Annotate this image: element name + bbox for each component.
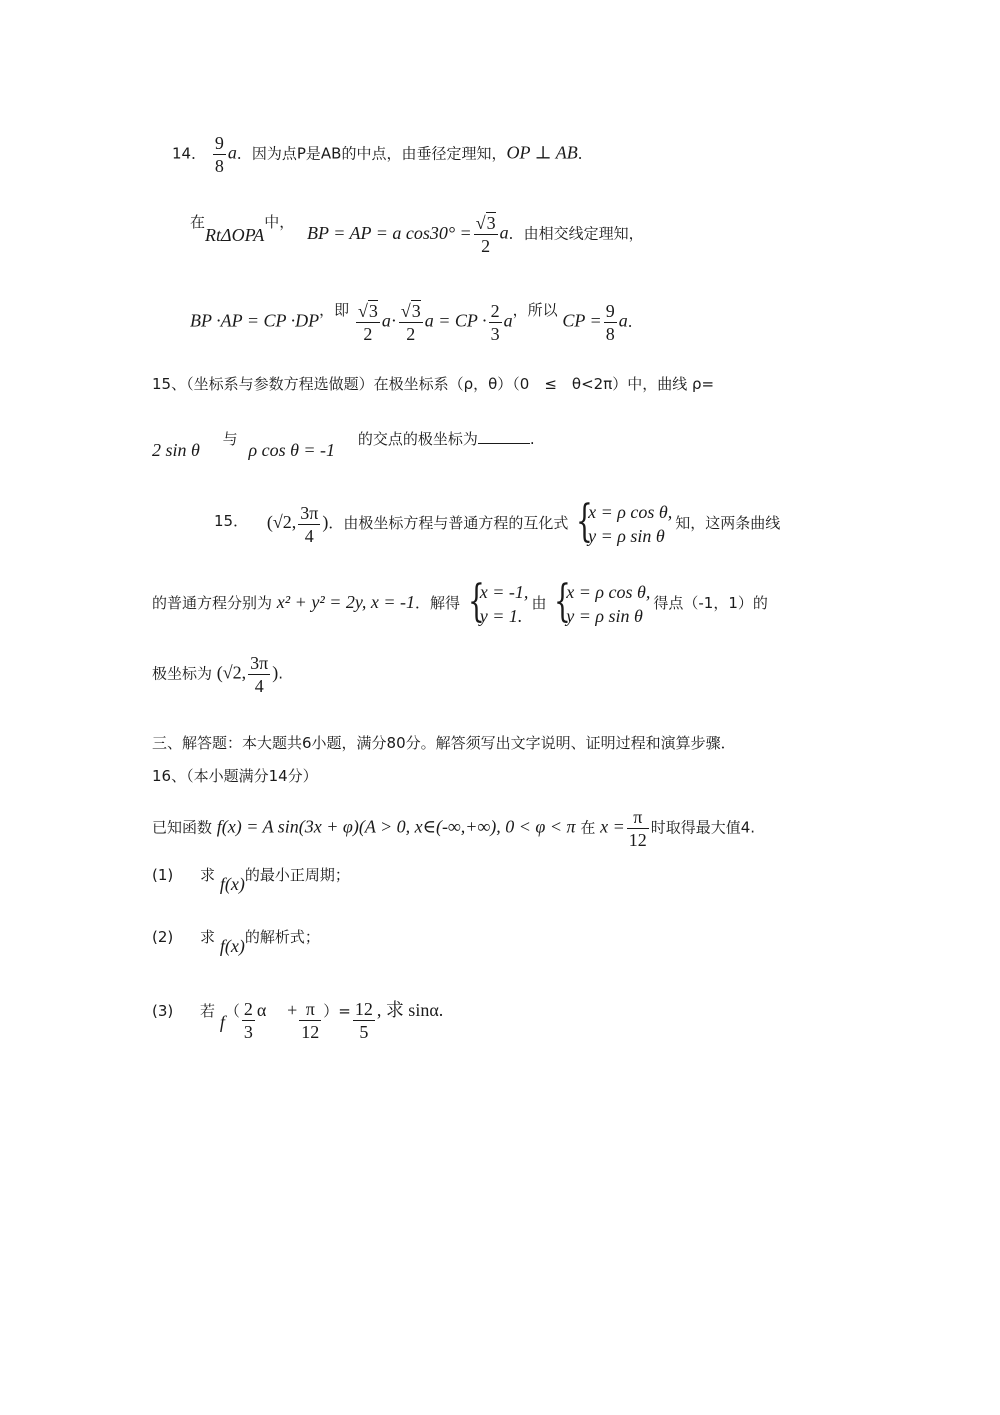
question16-part3 xyxy=(152,1000,443,1043)
fraction-3pi-4: $\frac{3\pi}{4}$ xyxy=(250,653,269,696)
fraction-sqrt3-2: $\frac{√3}{2}$ xyxy=(475,213,496,256)
fraction-pi-12: $\frac{\pi}{12}$ xyxy=(628,807,647,850)
fraction-2-3: $\frac{2}{3}$ xyxy=(490,301,500,344)
answer14-line2 xyxy=(190,212,644,257)
answer14-line3: BP ·AP = CP ·DP，即 $\frac{√3}{2}$ a· $\frac{√3}{2}$ a = CP · $\frac{2}{3}$ a，所以 CP = $\frac{9}{8}$ a． xyxy=(190,300,643,344)
period: . xyxy=(278,664,284,683)
paren-open: （ xyxy=(224,1002,240,1020)
fraction-12-5: $\frac{12}{5}$ xyxy=(354,999,373,1042)
text-ji: ，即 xyxy=(319,300,350,319)
paren-close-equals: ）= xyxy=(323,1002,351,1020)
period: ． xyxy=(627,312,643,331)
text-general-equation: 的普通方程分别为 xyxy=(152,594,273,612)
section3-heading: 三、解答题：本大题共6小题，满分80分。解答须写出文字说明、证明过程和演算步骤． xyxy=(152,734,736,752)
fraction-9-8: $\frac{9}{8}$ xyxy=(214,133,224,176)
part3-end: , 求 sinα. xyxy=(376,1000,444,1020)
var-a: a xyxy=(381,310,391,331)
point-open: (√2, xyxy=(216,662,247,683)
var-a: a xyxy=(503,310,513,331)
op-perp-ab: OP ⊥ AB xyxy=(506,142,578,163)
expr-2sin-theta: 2 sin θ xyxy=(152,440,200,460)
text-zhong: 中， xyxy=(264,212,295,231)
answer15-text1: ．由极坐标方程与普通方程的互化式 xyxy=(328,514,569,532)
part3-number: (3) xyxy=(152,1002,174,1020)
point-open: (√2, xyxy=(266,512,297,532)
bp-ap-cp-dp: BP ·AP = CP ·DP xyxy=(190,310,320,331)
text-max: 时取得最大值4. xyxy=(650,818,756,837)
plus: + xyxy=(287,1000,298,1020)
fx: f(x) xyxy=(219,936,245,956)
text-point-result: 得点（-1，1）的 xyxy=(653,594,768,612)
text-zhi: 知，这两条曲线 xyxy=(675,514,781,532)
answer14-intersect-text: ．由相交线定理知， xyxy=(508,224,644,243)
answer14-number: 14． xyxy=(172,144,207,163)
part1-number: (1) xyxy=(152,866,174,884)
conversion-system: { x = ρ cos θ, y = ρ sin θ xyxy=(554,576,651,627)
text-yu: 与 xyxy=(222,430,238,448)
period: . xyxy=(529,430,535,448)
question16-statement xyxy=(152,806,755,851)
part2-number: (2) xyxy=(152,928,174,946)
var-a: a xyxy=(499,222,509,243)
bp-ap-equation: BP = AP = a cos30° = xyxy=(307,222,472,243)
var-a: a xyxy=(227,142,237,163)
part1-text: 的最小正周期； xyxy=(244,866,350,884)
question15-text: 15、（坐标系与参数方程选做题）在极坐标系（ρ，θ）（0 ≤ θ<2π）中，曲线 ρ= xyxy=(152,375,715,393)
fraction-3pi-4: $\frac{3\pi}{4}$ xyxy=(300,502,319,546)
answer15-line1 xyxy=(214,496,781,548)
question16-title: 16、（本小题满分14分） xyxy=(152,767,318,785)
question15-tail-text: 的交点的极坐标为 xyxy=(357,430,478,448)
period: ． xyxy=(577,144,593,163)
f-symbol: f xyxy=(219,1012,225,1032)
question15-line2 xyxy=(152,430,535,460)
fx: f(x) xyxy=(219,874,245,894)
text-known: 已知函数 xyxy=(152,818,213,837)
answer14-line1 xyxy=(172,132,593,177)
point-close: ) xyxy=(272,662,279,683)
solution-system: { x = -1, y = 1. xyxy=(467,576,529,627)
var-a: a xyxy=(424,310,434,331)
expr-rho-cos: ρ cos θ = -1 xyxy=(248,440,336,460)
general-equations: x² + y² = 2y, x = -1 xyxy=(276,592,415,612)
point-close: ) xyxy=(322,512,329,532)
cp-equals: CP = xyxy=(562,310,602,331)
fraction-sqrt3-2: $\frac{√3}{2}$ xyxy=(357,301,378,344)
alpha: α xyxy=(256,1000,267,1020)
function-definition: f(x) = A sin(3x + φ)(A > 0, x∈(-∞,+∞), 0 < φ < π xyxy=(216,816,576,837)
fraction-9-8: $\frac{9}{8}$ xyxy=(605,301,615,344)
text-jiede: ．解得 xyxy=(415,594,461,612)
answer15-line3 xyxy=(152,652,283,697)
x-equals: x = xyxy=(600,816,625,837)
text-ruo: 若 xyxy=(200,1002,216,1020)
text-at: 在 xyxy=(580,818,596,837)
rt-triangle-opa: RtΔOPA xyxy=(205,224,265,245)
text-in: 在 xyxy=(190,212,206,231)
var-a: a xyxy=(618,310,628,331)
fraction-pi-12: $\frac{\pi}{12}$ xyxy=(301,999,320,1042)
text-suoyi: ，所以 xyxy=(512,300,558,319)
answer-blank xyxy=(478,429,530,444)
text-polar: 极坐标为 xyxy=(152,664,213,683)
answer14-text1: ．因为点P是AB的中点，由垂径定理知， xyxy=(236,144,507,163)
answer15-line2 xyxy=(152,576,768,628)
answer15-number: 15． xyxy=(214,512,249,530)
part2-text: 的解析式； xyxy=(244,928,320,946)
question16-part2 xyxy=(152,926,320,956)
fraction-sqrt3-2: $\frac{√3}{2}$ xyxy=(400,301,421,344)
conversion-system: { x = ρ cos θ, y = ρ sin θ xyxy=(576,496,673,547)
text-qiu: 求 xyxy=(200,928,216,946)
text-you: 由 xyxy=(531,594,547,612)
question16-part1 xyxy=(152,864,350,894)
fraction-2-3: $\frac{2}{3}$ xyxy=(243,999,253,1042)
text-qiu: 求 xyxy=(200,866,216,884)
